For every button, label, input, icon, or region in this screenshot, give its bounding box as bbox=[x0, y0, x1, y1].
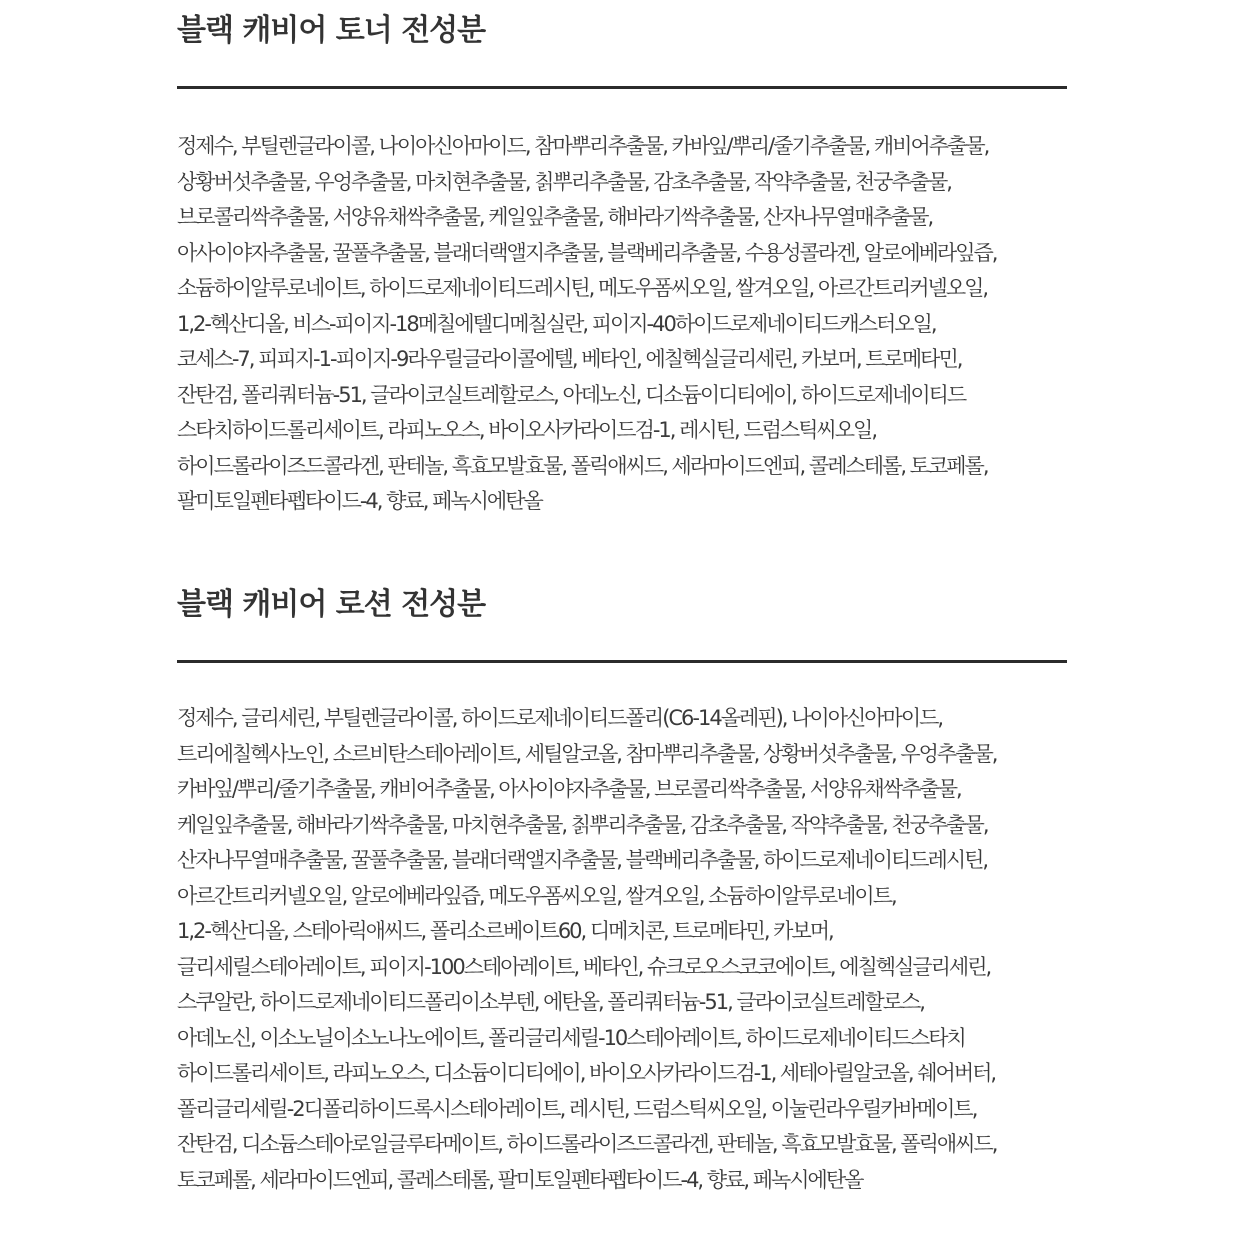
ingredient-line: 코세스-7, 피피지-1-피이지-9라우릴글라이콜에텔, 베타인, 에칠헥실글리세린, 카보머, 트로메타민, bbox=[177, 347, 962, 371]
lotion-ingredient-list bbox=[177, 701, 1067, 1198]
toner-ingredient-list bbox=[177, 129, 1067, 520]
ingredient-line: 1,2-헥산디올, 스테아릭애씨드, 폴리소르베이트60, 디메치콘, 트로메타민, 카보머, bbox=[177, 919, 833, 943]
ingredient-line: 아데노신, 이소노닐이소노나노에이트, 폴리글리세릴-10스테아레이트, 하이드로제네이티드스타치 bbox=[177, 1025, 965, 1050]
toner-title: 블랙 캐비어 토너 전성분 bbox=[177, 13, 486, 48]
ingredient-line: 정제수, 부틸렌글라이콜, 나이아신아마이드, 참마뿌리추출물, 카바잎/뿌리/줄기추출물, 캐비어추출물, bbox=[177, 134, 989, 158]
ingredient-line: 카바잎/뿌리/줄기추출물, 캐비어추출물, 아사이야자추출물, 브로콜리싹추출물, 서양유채싹추출물, bbox=[177, 777, 961, 801]
lotion-divider bbox=[177, 660, 1067, 663]
ingredient-line: 정제수, 글리세린, 부틸렌글라이콜, 하이드로제네이티드폴리(C6-14올레핀), 나이아신아마이드, bbox=[177, 706, 943, 730]
ingredient-line: 케일잎추출물, 해바라기싹추출물, 마치현추출물, 칡뿌리추출물, 감초추출물, 작약추출물, 천궁추출물, bbox=[177, 812, 988, 837]
ingredient-line: 폴리글리세릴-2디폴리하이드록시스테아레이트, 레시틴, 드럼스틱씨오일, 이눌린라우릴카바메이트, bbox=[177, 1096, 977, 1121]
toner-section bbox=[177, 8, 1067, 536]
ingredient-line: 잔탄검, 디소듐스테아로일글루타메이트, 하이드롤라이즈드콜라겐, 판테놀, 흑효모발효물, 폴릭애씨드, bbox=[177, 1132, 997, 1156]
ingredient-line: 팔미토일펜타펩타이드-4, 향료, 페녹시에탄올 bbox=[177, 489, 542, 513]
lotion-section bbox=[177, 582, 1067, 1214]
ingredient-line: 잔탄검, 폴리쿼터늄-51, 글라이코실트레할로스, 아데노신, 디소듐이디티에이, 하이드로제네이티드 bbox=[177, 382, 966, 407]
lotion-title: 블랙 캐비어 로션 전성분 bbox=[177, 587, 486, 622]
ingredient-line: 아사이야자추출물, 꿀풀추출물, 블래더랙앨지추출물, 블랙베리추출물, 수용성콜라겐, 알로에베라잎즙, bbox=[177, 240, 997, 265]
ingredient-line: 스타치하이드롤리세이트, 라피노오스, 바이오사카라이드검-1, 레시틴, 드럼스틱씨오일, bbox=[177, 418, 877, 442]
ingredient-line: 소듐하이알루로네이트, 하이드로제네이티드레시틴, 메도우폼씨오일, 쌀겨오일, 아르간트리커넬오일, bbox=[177, 276, 988, 300]
ingredient-line: 산자나무열매추출물, 꿀풀추출물, 블래더랙앨지추출물, 블랙베리추출물, 하이드로제네이티드레시틴, bbox=[177, 848, 988, 872]
ingredient-line: 글리세릴스테아레이트, 피이지-100스테아레이트, 베타인, 슈크로오스코코에이트, 에칠헥실글리세린, bbox=[177, 954, 991, 979]
ingredient-line: 1,2-헥산디올, 비스-피이지-18메칠에텔디메칠실란, 피이지-40하이드로제네이티드캐스터오일, bbox=[177, 311, 936, 336]
ingredient-line: 토코페롤, 세라마이드엔피, 콜레스테롤, 팔미토일펜타펩타이드-4, 향료, 페녹시에탄올 bbox=[177, 1167, 863, 1192]
ingredient-line: 트리에칠헥사노인, 소르비탄스테아레이트, 세틸알코올, 참마뿌리추출물, 상황버섯추출물, 우엉추출물, bbox=[177, 741, 997, 766]
ingredient-line: 스쿠알란, 하이드로제네이티드폴리이소부텐, 에탄올, 폴리쿼터늄-51, 글라이코실트레할로스, bbox=[177, 990, 924, 1014]
ingredient-line: 상황버섯추출물, 우엉추출물, 마치현추출물, 칡뿌리추출물, 감초추출물, 작약추출물, 천궁추출물, bbox=[177, 169, 951, 194]
ingredient-line: 브로콜리싹추출물, 서양유채싹추출물, 케일잎추출물, 해바라기싹추출물, 산자나무열매추출물, bbox=[177, 205, 933, 229]
ingredient-line: 아르간트리커넬오일, 알로에베라잎즙, 메도우폼씨오일, 쌀겨오일, 소듐하이알루로네이트, bbox=[177, 883, 896, 908]
ingredient-line: 하이드롤라이즈드콜라겐, 판테놀, 흑효모발효물, 폴릭애씨드, 세라마이드엔피, 콜레스테롤, 토코페롤, bbox=[177, 453, 988, 478]
ingredient-line: 하이드롤리세이트, 라피노오스, 디소듐이디티에이, 바이오사카라이드검-1, 세테아릴알코올, 쉐어버터, bbox=[177, 1061, 996, 1085]
toner-divider bbox=[177, 86, 1067, 89]
